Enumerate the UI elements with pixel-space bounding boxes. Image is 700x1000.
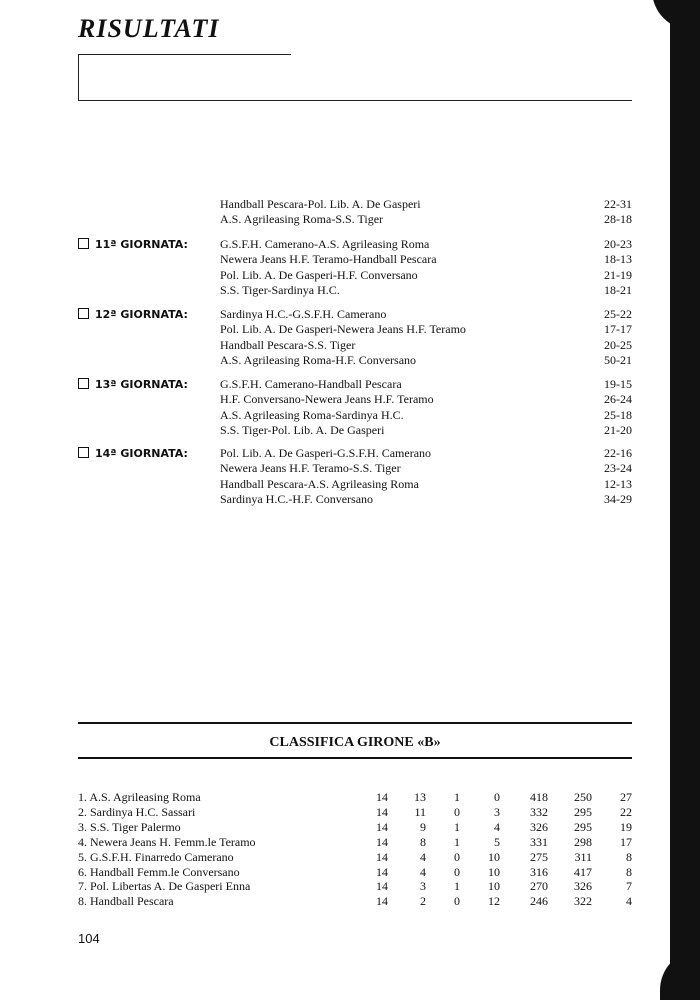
match-row [220,283,632,298]
standings-row [78,805,632,820]
match-row [220,446,632,461]
match-score: 22-31 [604,197,632,211]
standings-value: 295 [574,804,592,819]
match-score: 34-29 [604,491,632,506]
standings-value: 13 [414,790,426,804]
match-teams: H.F. Conversano-Newera Jeans H.F. Teramo [220,392,434,407]
standings-value: 332 [530,804,548,819]
standings-value: 22 [620,804,632,819]
standings-value: 14 [376,790,388,804]
checkbox-square-icon [78,308,89,319]
match-teams: Pol. Lib. A. De Gasperi-G.S.F.H. Camerano [220,446,432,460]
match-teams: Handball Pescara-Pol. Lib. A. De Gasperi [220,197,421,211]
checkbox-square-icon [78,447,89,458]
page-number: 104 [78,931,100,946]
checkbox-square-icon [78,238,89,249]
standings-value: 4 [494,819,500,834]
standings-row [78,894,632,909]
standings-value: 17 [620,834,632,849]
match-teams: Handball Pescara-A.S. Agrileasing Roma [220,476,419,491]
standings-team: 2. Sardinya H.C. Sassari [78,804,196,819]
match-teams: S.S. Tiger-Sardinya H.C. [220,282,340,297]
match-teams: Sardinya H.C.-H.F. Conversano [220,491,374,506]
round-label-text: 13ª GIORNATA: [95,378,188,391]
standings-row [78,790,632,805]
standings-title: CLASSIFICA GIRONE «B» [269,735,441,750]
match-row [220,197,632,212]
standings-value: 14 [376,834,388,849]
match-score: 12-13 [604,476,632,491]
standings-value: 10 [488,849,500,864]
standings-row [78,835,632,850]
standings-value: 2 [420,894,426,909]
standings-value: 0 [454,804,460,819]
round-label-text: 12ª GIORNATA: [95,308,188,321]
standings-value: 322 [574,894,592,909]
match-teams: Handball Pescara-S.S. Tiger [220,337,356,352]
match-row [220,353,632,368]
standings-value: 1 [454,790,460,804]
standings-value: 14 [376,804,388,819]
match-score: 19-15 [604,377,632,391]
standings-value: 11 [414,804,426,819]
round-label [78,446,188,461]
match-score: 21-19 [604,267,632,282]
round-label-text: 14ª GIORNATA: [95,447,188,460]
match-teams: G.S.F.H. Camerano-Handball Pescara [220,377,402,391]
standings-team: 3. S.S. Tiger Palermo [78,819,181,834]
match-teams: G.S.F.H. Camerano-A.S. Agrileasing Roma [220,237,430,251]
match-teams: A.S. Agrileasing Roma-H.F. Conversano [220,352,417,367]
match-row [220,322,632,337]
standings-value: 8 [626,864,632,879]
standings-value: 275 [530,849,548,864]
standings-value: 10 [488,864,500,879]
round-label [78,307,188,322]
standings-value: 14 [376,864,388,879]
title-divider [78,100,632,101]
standings-value: 9 [420,819,426,834]
standings-value: 3 [420,879,426,894]
standings-value: 7 [626,879,632,894]
standings-team: 8. Handball Pescara [78,894,174,909]
match-teams: Pol. Lib. A. De Gasperi-Newera Jeans H.F. Teramo [220,322,466,337]
match-score: 18-13 [604,252,632,267]
standings-value: 0 [454,864,460,879]
match-score: 17-17 [604,322,632,337]
standings-value: 298 [574,834,592,849]
standings-top-rule [78,722,632,724]
standings-value: 1 [454,819,460,834]
standings-team: 5. G.S.F.H. Finarredo Camerano [78,849,234,864]
round-label-text: 11ª GIORNATA: [95,238,188,251]
match-score: 50-21 [604,352,632,367]
match-score: 21-20 [604,422,632,437]
standings-value: 0 [454,894,460,909]
standings-value: 4 [420,864,426,879]
match-teams: Newera Jeans H.F. Teramo-Handball Pescara [220,252,437,267]
standings-value: 4 [626,894,632,909]
match-row [220,377,632,392]
match-score: 22-16 [604,446,632,460]
standings-value: 417 [574,864,592,879]
standings-team: 7. Pol. Libertas A. De Gasperi Enna [78,879,251,894]
standings-value: 418 [530,790,548,804]
standings-value: 8 [420,834,426,849]
match-row [220,237,632,252]
match-teams: Sardinya H.C.-G.S.F.H. Camerano [220,307,387,321]
standings-value: 10 [488,879,500,894]
standings-value: 27 [620,790,632,804]
standings-value: 326 [574,879,592,894]
standings-value: 4 [420,849,426,864]
standings-value: 19 [620,819,632,834]
standings-value: 14 [376,879,388,894]
standings-row [78,879,632,894]
match-score: 23-24 [604,461,632,476]
standings-value: 8 [626,849,632,864]
match-row [220,268,632,283]
standings-team: 4. Newera Jeans H. Femm.le Teramo [78,834,256,849]
page-edge-bar [670,0,700,992]
standings-bottom-rule [78,757,632,759]
match-score: 20-25 [604,337,632,352]
match-row [220,477,632,492]
standings-value: 14 [376,819,388,834]
standings-row [78,820,632,835]
standings-value: 246 [530,894,548,909]
checkbox-square-icon [78,378,89,389]
standings-row [78,850,632,865]
match-row [220,252,632,267]
match-row [220,408,632,423]
standings-value: 270 [530,879,548,894]
match-row [220,307,632,322]
match-row [220,492,632,507]
standings-value: 1 [454,834,460,849]
standings-value: 0 [494,790,500,804]
match-teams: A.S. Agrileasing Roma-S.S. Tiger [220,212,384,227]
standings-value: 316 [530,864,548,879]
standings-value: 3 [494,804,500,819]
match-teams: S.S. Tiger-Pol. Lib. A. De Gasperi [220,422,385,437]
match-score: 28-18 [604,212,632,227]
page-title: RISULTATI [78,14,220,43]
page-edge-curl-bottom [660,950,700,1000]
standings-value: 331 [530,834,548,849]
standings-row [78,865,632,880]
standings-team: 6. Handball Femm.le Conversano [78,864,240,879]
match-row [220,423,632,438]
title-box-frame [78,54,291,101]
match-row [220,212,632,227]
standings-value: 326 [530,819,548,834]
match-score: 20-23 [604,237,632,251]
standings-value: 5 [494,834,500,849]
standings-value: 14 [376,894,388,909]
standings-team: 1. A.S. Agrileasing Roma [78,790,201,804]
standings-value: 12 [488,894,500,909]
match-teams: A.S. Agrileasing Roma-Sardinya H.C. [220,407,404,422]
match-row [220,338,632,353]
standings-value: 250 [574,790,592,804]
match-score: 18-21 [604,282,632,297]
round-label [78,377,188,392]
standings-value: 1 [454,879,460,894]
match-score: 25-18 [604,407,632,422]
match-teams: Newera Jeans H.F. Teramo-S.S. Tiger [220,461,401,476]
match-score: 26-24 [604,392,632,407]
standings-value: 311 [574,849,592,864]
round-label [78,237,188,252]
standings-value: 14 [376,849,388,864]
match-row [220,392,632,407]
match-score: 25-22 [604,307,632,321]
standings-value: 295 [574,819,592,834]
standings-value: 0 [454,849,460,864]
match-row [220,461,632,476]
match-teams: Pol. Lib. A. De Gasperi-H.F. Conversano [220,267,418,282]
